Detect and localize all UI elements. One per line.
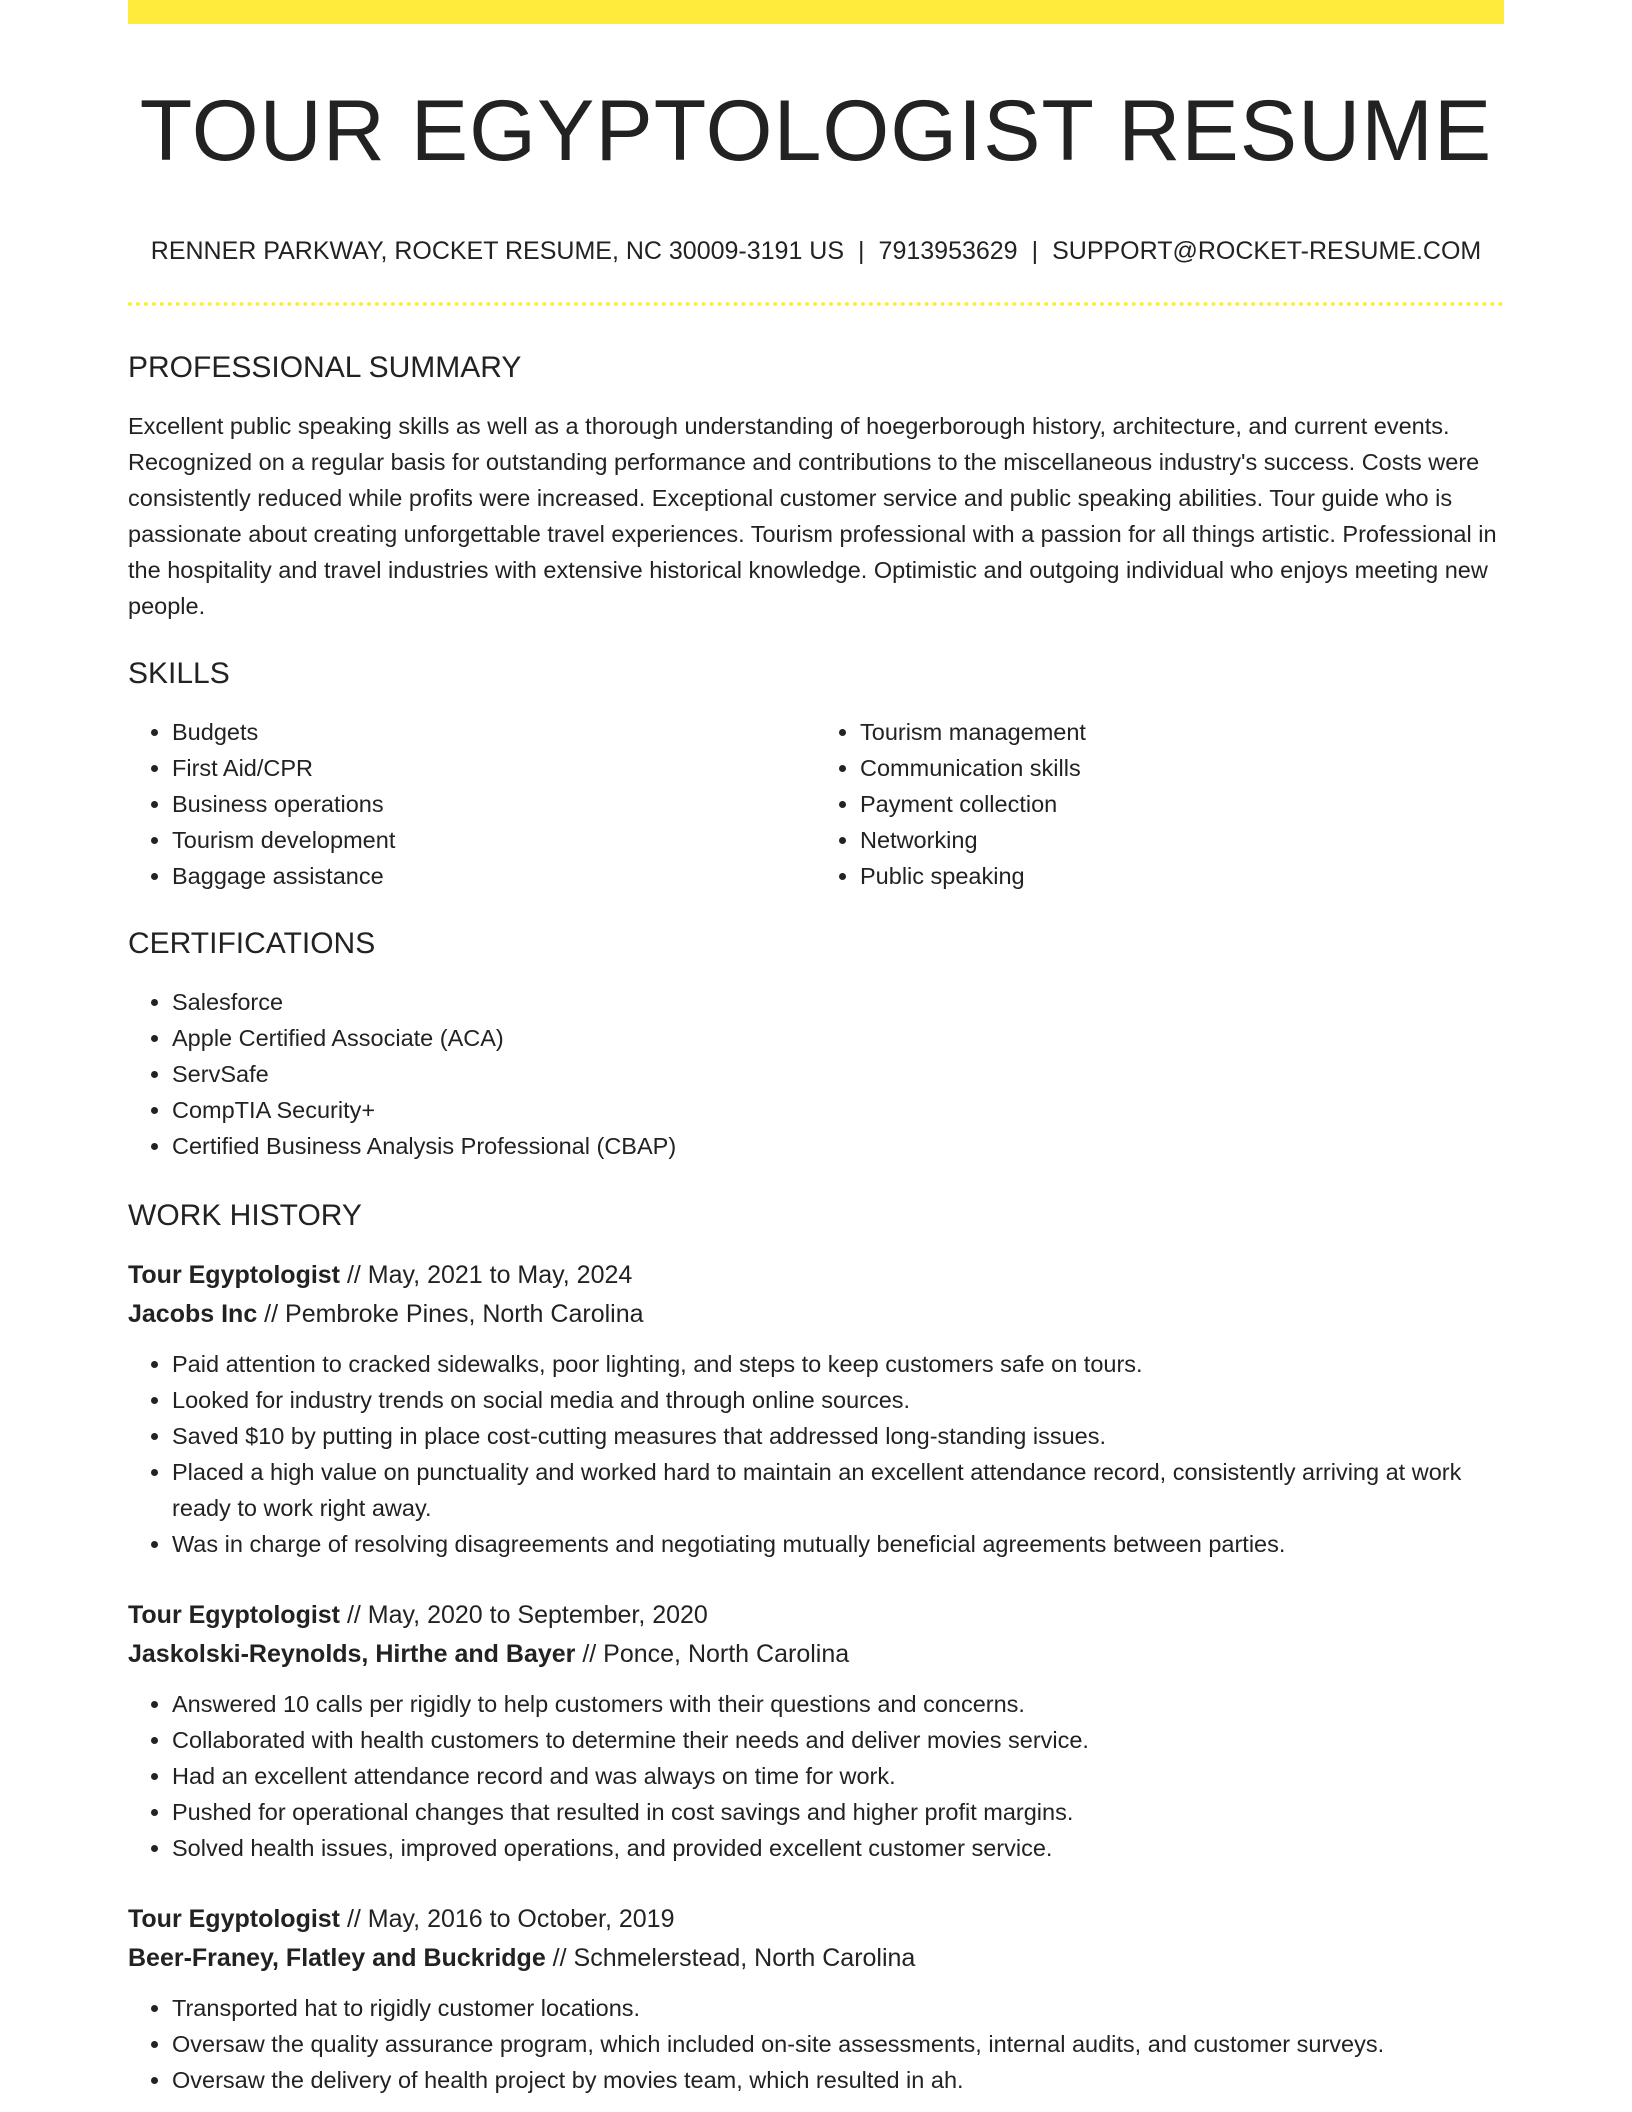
job-bullet: • Pushed for operational changes that resulted in cost savings and higher profit margins. [172,1794,1504,1830]
job-bullets [128,1686,1504,1866]
skills-grid [128,714,1504,894]
skill-item: • First Aid/CPR [172,750,816,786]
job-title-line [128,1900,1504,1939]
skill-item: • Networking [860,822,1504,858]
job-bullet: • Placed a high value on punctuality and worked hard to maintain an excellent attendance record, consistently arriving at work ready to work right away. [172,1454,1504,1526]
job-bullet: • Was in charge of resolving disagreements and negotiating mutually beneficial agreements between parties. [172,1526,1504,1562]
job-location: // Schmelerstead, North Carolina [545,1943,916,1972]
contact-address: RENNER PARKWAY, ROCKET RESUME, NC 30009-3191 US [150,236,845,265]
certification-item: • Apple Certified Associate (ACA) [172,1020,1504,1056]
job-company-line [128,1939,1504,1978]
job-title: Tour Egyptologist [128,1904,341,1933]
contact-separator: | [1031,236,1039,265]
skill-item: • Budgets [172,714,816,750]
job-company: Jaskolski-Reynolds, Hirthe and Bayer [128,1639,576,1668]
job-bullet: • Oversaw the delivery of health project by movies team, which resulted in ah. [172,2062,1504,2098]
job-title-line [128,1596,1504,1635]
contact-email: SUPPORT@ROCKET-RESUME.COM [1052,236,1482,265]
certification-item: • Salesforce [172,984,1504,1020]
job-bullets [128,1990,1504,2098]
skill-item: • Business operations [172,786,816,822]
job-company: Beer-Franey, Flatley and Buckridge [128,1943,546,1972]
job-company-line [128,1635,1504,1674]
dotted-divider [128,302,1504,306]
job-bullet: • Answered 10 calls per rigidly to help customers with their questions and concerns. [172,1686,1504,1722]
job-dates: // May, 2021 to May, 2024 [340,1260,633,1289]
certifications-heading: CERTIFICATIONS [128,926,376,960]
skills-right-column [816,714,1504,894]
certification-item: • Certified Business Analysis Professional (CBAP) [172,1128,1504,1164]
resume-page [128,0,1504,2098]
job-bullet: • Saved $10 by putting in place cost-cutting measures that addressed long-standing issues. [172,1418,1504,1454]
job-dates: // May, 2016 to October, 2019 [340,1904,675,1933]
skill-item: • Baggage assistance [172,858,816,894]
skills-left-column [128,714,816,894]
skills-heading: SKILLS [128,656,230,690]
work-history-heading: WORK HISTORY [128,1198,362,1232]
job-bullet: • Solved health issues, improved operations, and provided excellent customer service. [172,1830,1504,1866]
skill-item: • Public speaking [860,858,1504,894]
certification-item: • ServSafe [172,1056,1504,1092]
summary-heading: PROFESSIONAL SUMMARY [128,350,522,384]
skill-item: • Tourism development [172,822,816,858]
job-bullet: • Oversaw the quality assurance program, which included on-site assessments, internal audits, and customer surveys. [172,2026,1504,2062]
job-bullet: • Transported hat to rigidly customer locations. [172,1990,1504,2026]
job-bullet: • Had an excellent attendance record and was always on time for work. [172,1758,1504,1794]
certifications-list [128,984,1504,1164]
job-title: Tour Egyptologist [128,1260,341,1289]
job-title-line [128,1256,1504,1295]
skill-item: • Payment collection [860,786,1504,822]
top-accent-bar [128,0,1504,24]
certification-item: • CompTIA Security+ [172,1092,1504,1128]
job-location: // Pembroke Pines, North Carolina [257,1299,644,1328]
contact-phone: 7913953629 [878,236,1018,265]
job-dates: // May, 2020 to September, 2020 [340,1600,708,1629]
job-entry [128,1900,1504,2098]
job-bullet: • Paid attention to cracked sidewalks, poor lighting, and steps to keep customers safe on tours. [172,1346,1504,1382]
job-bullets [128,1346,1504,1562]
resume-title: TOUR EGYPTOLOGIST RESUME [139,83,1493,179]
job-title: Tour Egyptologist [128,1600,341,1629]
job-bullet: • Looked for industry trends on social media and through online sources. [172,1382,1504,1418]
job-location: // Ponce, North Carolina [575,1639,850,1668]
summary-text: Excellent public speaking skills as well as a thorough understanding of hoegerborough history, architecture, and current events. Recognized on a regular basis for outstanding performance and contributions to the miscellaneous industry's success. Costs were consistently reduced while profits were increased. Exceptional customer service and public speaking abilities. Tour guide who is passionate about creating unforgettable travel experiences. Tourism professional with a passion for all things artistic. Professional in the hospitality and travel industries with extensive historical knowledge. Optimistic and outgoing individual who enjoys meeting new people. [128,412,1497,619]
job-bullet: • Collaborated with health customers to determine their needs and deliver movies service. [172,1722,1504,1758]
contact-separator: | [858,236,865,265]
job-entry [128,1596,1504,1866]
job-company: Jacobs Inc [128,1299,258,1328]
job-entry [128,1256,1504,1562]
job-company-line [128,1295,1504,1334]
contact-line [128,237,1504,266]
skill-item: • Communication skills [860,750,1504,786]
skill-item: • Tourism management [860,714,1504,750]
